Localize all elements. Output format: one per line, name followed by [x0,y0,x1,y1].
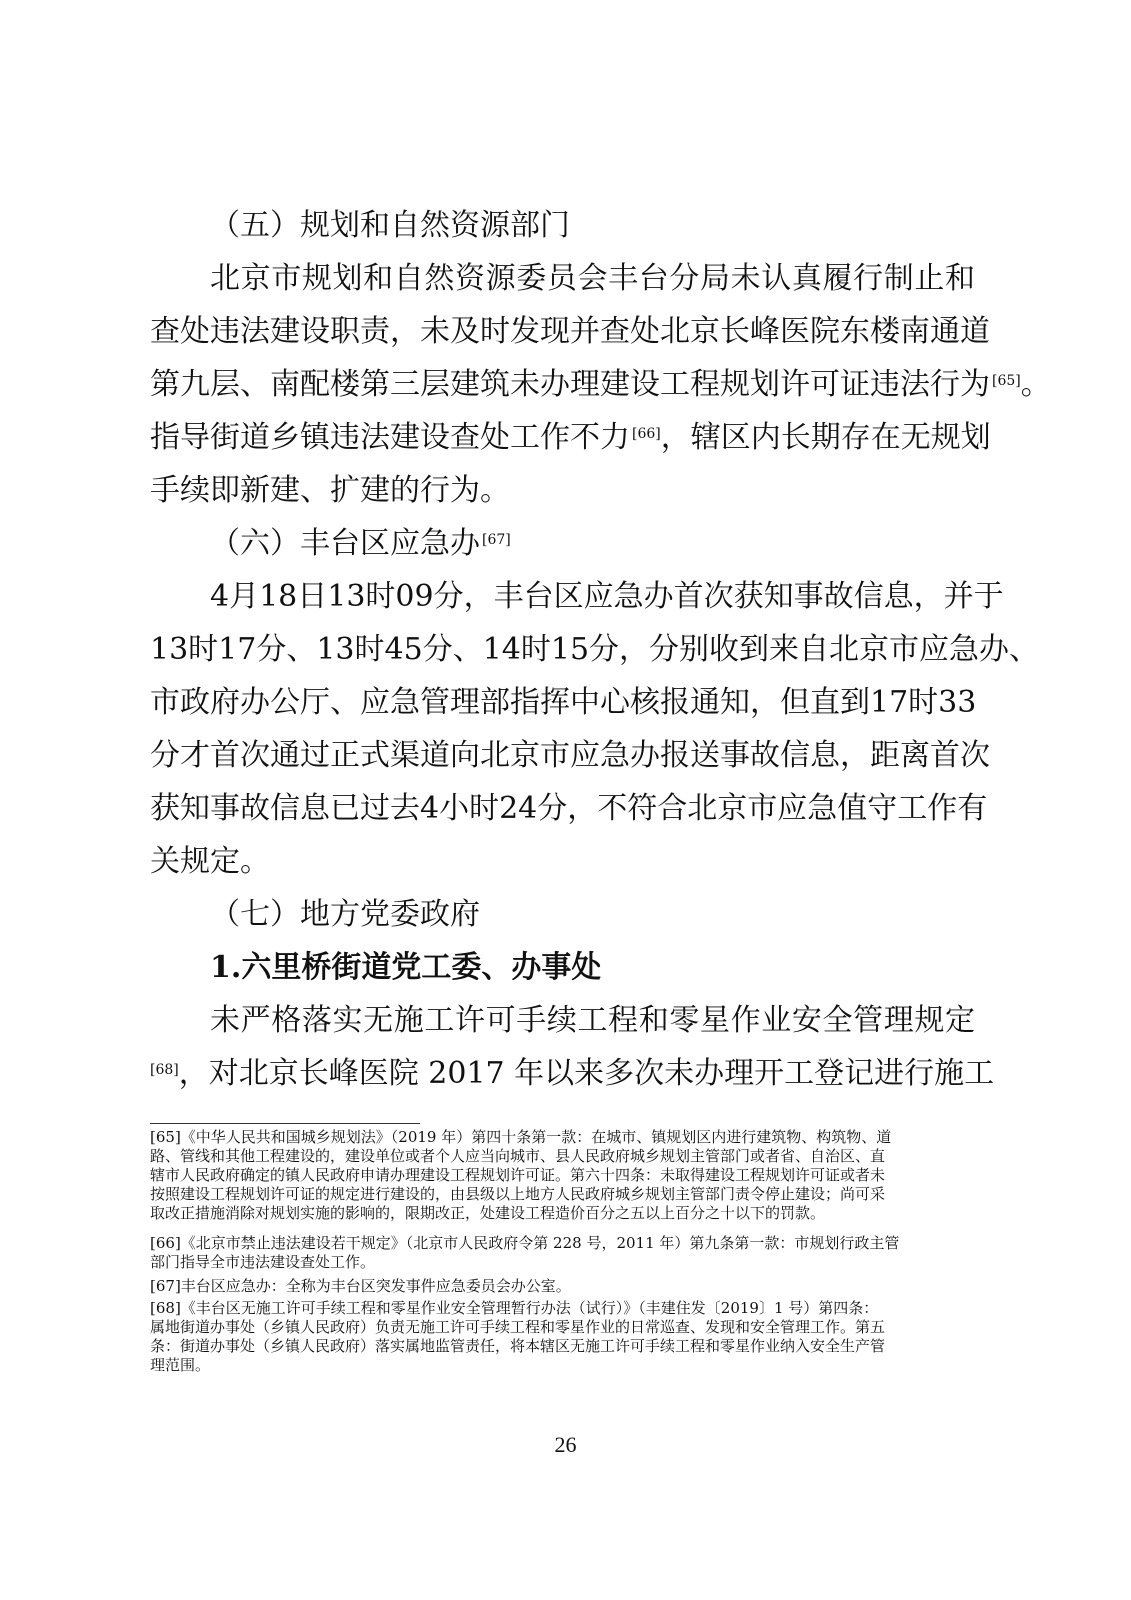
paragraph-line: 13时17分、13时45分、14时15分，分别收到来自北京市应急办、 [150,632,1040,667]
paragraph-text: 。 [1020,367,1051,402]
footnote-66 [150,1234,978,1272]
paragraph-line: 市政府办公厅、应急管理部指挥中心核报通知，但直到17时33 [150,685,977,720]
paragraph-line [150,418,991,458]
footnote-line: 辖市人民政府确定的镇人民政府申请办理建设工程规划许可证。第六十四条：未取得建设工程规划许可证或者未 [150,1166,886,1184]
page-number: 26 [554,1432,577,1457]
footnote-line: 属地街道办事处（乡镇人民政府）负责无施工许可手续工程和零星作业的日常巡查、发现和安全管理工作。第五 [150,1318,886,1336]
footnote-ref-65: [65] [992,373,1021,389]
footnote-line: 部门指导全市违法建设查处工作。 [150,1253,376,1271]
footnote-ref-66: [66] [632,426,661,442]
section-5-heading: （五）规划和自然资源部门 [210,208,570,243]
footnote-line: 取改正措施消除对规划实施的影响的，限期改正，处建设工程造价百分之五以上百分之十以下的罚款。 [150,1204,826,1222]
footnote-ref-68: [68] [150,1062,179,1078]
paragraph-text: ，辖区内长期存在无规划 [660,420,991,455]
paragraph-line [150,365,1051,405]
footnote-ref-67: [67] [482,532,511,548]
footnote-line: [65]《中华人民共和国城乡规划法》（2019 年）第四十条第一款：在城市、镇规划区内进行建筑物、构筑物、道 [150,1128,892,1146]
paragraph-line: 未严格落实无施工许可手续工程和零星作业安全管理规定 [210,1003,975,1038]
paragraph-line: 北京市规划和自然资源委员会丰台分局未认真履行制止和 [210,261,975,296]
section-7-heading: （七）地方党委政府 [210,897,480,932]
footnote-line: 条：街道办事处（乡镇人民政府）落实属地监管责任，将本辖区无施工许可手续工程和零星作业纳入安全生产管 [150,1337,886,1355]
paragraph-line: 关规定。 [150,844,270,879]
paragraph-line: 手续即新建、扩建的行为。 [150,473,510,508]
paragraph-line: 4月18日13时09分，丰台区应急办首次获知事故信息，并于 [210,579,1004,614]
footnote-line: 理范围。 [150,1356,211,1374]
footnote-67 [150,1277,978,1296]
subsection-heading: 1.六里桥街道党工委、办事处 [210,950,602,985]
footnote-65 [150,1128,978,1223]
paragraph-text: 第九层、南配楼第三层建筑未办理建设工程规划许可证违法行为 [150,367,990,402]
footnote-line: [66]《北京市禁止违法建设若干规定》（北京市人民政府令第 228 号，2011 年）第九条第一款：市规划行政主管 [150,1234,900,1252]
paragraph-text: 指导街道乡镇违法建设查处工作不力 [150,420,630,455]
paragraph-line: 获知事故信息已过去4小时24分，不符合北京市应急值守工作有 [150,791,988,826]
paragraph-line: 分才首次通过正式渠道向北京市应急办报送事故信息，距离首次 [150,738,990,773]
footnote-line: 路、管线和其他工程建设的，建设单位或者个人应当向城市、县人民政府城乡规划主管部门或者省、自治区、直 [150,1147,886,1165]
section-6-title: （六）丰台区应急办 [210,526,480,561]
footnote-line: [67]丰台区应急办：全称为丰台区突发事件应急委员会办公室。 [150,1277,571,1295]
footnote-divider [150,1123,420,1124]
section-6-heading [210,524,511,564]
paragraph-line [150,1054,994,1094]
footnote-68 [150,1299,978,1375]
paragraph-line: 查处违法建设职责，未及时发现并查处北京长峰医院东楼南通道 [150,314,990,349]
footnote-line: 按照建设工程规划许可证的规定进行建设的，由县级以上地方人民政府城乡规划主管部门责令停止建设；尚可采 [150,1185,886,1203]
footnote-line: [68]《丰台区无施工许可手续工程和零星作业安全管理暂行办法（试行）》（丰建住发〔2019〕1 号）第四条： [150,1299,879,1317]
paragraph-text: ，对北京长峰医院 2017 年以来多次未办理开工登记进行施工 [178,1056,995,1091]
